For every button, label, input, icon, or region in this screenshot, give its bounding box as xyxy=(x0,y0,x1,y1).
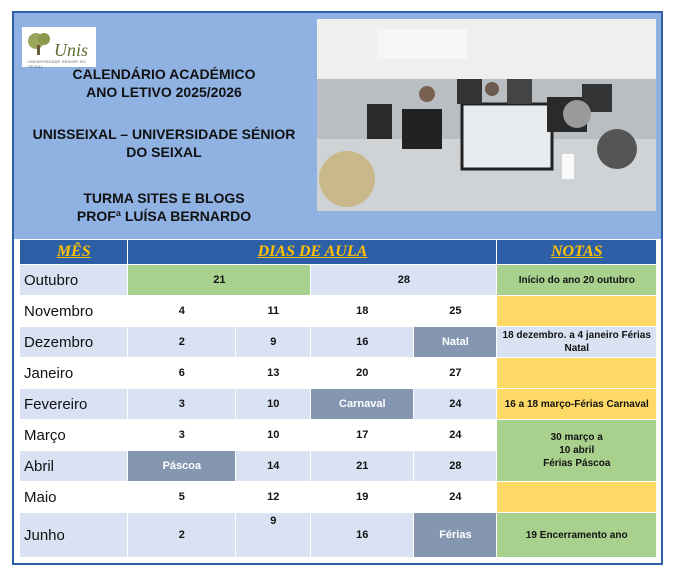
day-cell: 21 xyxy=(311,451,414,482)
note-cell: 16 a 18 março-Férias Carnaval xyxy=(497,389,657,420)
note-cell: 19 Encerramento ano xyxy=(497,513,657,558)
day-cell: 12 xyxy=(236,482,311,513)
day-cell: 19 xyxy=(311,482,414,513)
table-row xyxy=(20,296,657,327)
day-cell: 13 xyxy=(236,358,311,389)
day-cell: 18 xyxy=(311,296,414,327)
day-cell: 9 xyxy=(236,513,311,558)
table-row xyxy=(20,327,657,358)
calendar-title: CALENDÁRIO ACADÉMICO ANO LETIVO 2025/2026 xyxy=(72,66,256,100)
calendar-frame xyxy=(12,11,663,565)
table-row xyxy=(20,513,657,558)
note-cell xyxy=(497,296,657,327)
day-cell: 2 xyxy=(128,327,236,358)
day-cell: 11 xyxy=(236,296,311,327)
notes-header: NOTAS xyxy=(497,240,657,265)
day-cell: 24 xyxy=(414,389,497,420)
day-cell: 28 xyxy=(414,451,497,482)
month-cell: Dezembro xyxy=(20,327,128,358)
header-panel xyxy=(14,13,661,239)
day-cell: 17 xyxy=(311,420,414,451)
day-cell: 14 xyxy=(236,451,311,482)
day-cell: 5 xyxy=(128,482,236,513)
holiday-cell: Natal xyxy=(414,327,497,358)
table-row xyxy=(20,265,657,296)
day-cell: 20 xyxy=(311,358,414,389)
month-cell: Março xyxy=(20,420,128,451)
table-row xyxy=(20,358,657,389)
calendar-table xyxy=(19,239,657,558)
table-row xyxy=(20,389,657,420)
day-cell: 10 xyxy=(236,420,311,451)
day-cell: 16 xyxy=(311,327,414,358)
table-row xyxy=(20,482,657,513)
month-cell: Novembro xyxy=(20,296,128,327)
note-cell: 18 dezembro. a 4 janeiro Férias Natal xyxy=(497,327,657,358)
day-cell: 16 xyxy=(311,513,414,558)
month-cell: Junho xyxy=(20,513,128,558)
day-cell: 2 xyxy=(128,513,236,558)
university-name: UNISSEIXAL – UNIVERSIDADE SÉNIOR DO SEIXAL xyxy=(32,126,296,160)
day-cell: 3 xyxy=(128,420,236,451)
day-cell: 3 xyxy=(128,389,236,420)
month-cell: Abril xyxy=(20,451,128,482)
note-cell xyxy=(497,482,657,513)
logo-subtext: UNIVERSIDADE SÉNIOR DO SEIXAL xyxy=(28,59,86,69)
note-cell: Início do ano 20 outubro xyxy=(497,265,657,296)
note-cell xyxy=(497,358,657,389)
table-row xyxy=(20,420,657,451)
classroom-photo-image xyxy=(317,19,656,211)
day-cell: 25 xyxy=(414,296,497,327)
month-cell: Maio xyxy=(20,482,128,513)
holiday-cell: Carnaval xyxy=(311,389,414,420)
month-cell: Janeiro xyxy=(20,358,128,389)
holiday-cell: Férias xyxy=(414,513,497,558)
note-cell: 30 março a 10 abril Férias Páscoa xyxy=(497,420,657,482)
month-header: MÊS xyxy=(20,240,128,265)
day-cell: 21 xyxy=(128,265,311,296)
month-cell: Outubro xyxy=(20,265,128,296)
day-cell: 24 xyxy=(414,482,497,513)
day-cell: 27 xyxy=(414,358,497,389)
day-cell: 9 xyxy=(236,327,311,358)
day-cell: 28 xyxy=(311,265,497,296)
logo-text: Unis xyxy=(54,40,89,60)
days-header: DIAS DE AULA xyxy=(128,240,497,265)
class-info: TURMA SITES E BLOGS PROFª LUÍSA BERNARDO xyxy=(76,190,252,224)
day-cell: 10 xyxy=(236,389,311,420)
holiday-cell: Páscoa xyxy=(128,451,236,482)
day-cell: 4 xyxy=(128,296,236,327)
month-cell: Fevereiro xyxy=(20,389,128,420)
day-cell: 24 xyxy=(414,420,497,451)
unis-logo xyxy=(22,27,96,67)
table-header-row xyxy=(20,240,657,265)
day-cell: 6 xyxy=(128,358,236,389)
classroom-photo xyxy=(317,19,656,211)
